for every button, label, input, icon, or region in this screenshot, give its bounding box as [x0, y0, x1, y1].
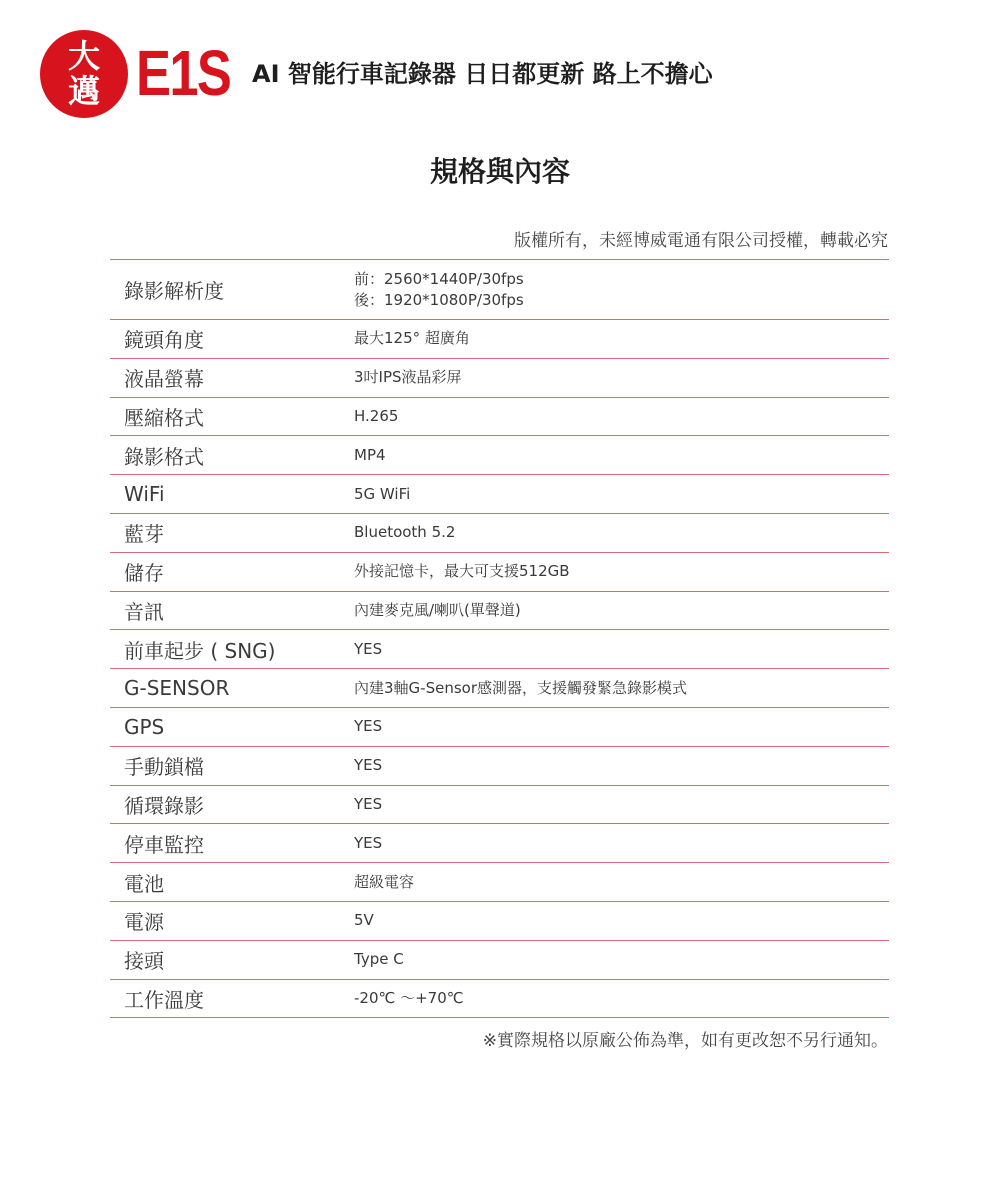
spec-value — [354, 406, 889, 427]
spec-value — [354, 949, 889, 970]
spec-row — [110, 553, 889, 592]
spec-value-line: 5G WiFi — [354, 484, 411, 503]
spec-value — [354, 678, 889, 699]
spec-value-line: 前：2560*1440P/30fps — [354, 269, 524, 288]
spec-value-line: YES — [354, 717, 383, 736]
spec-row — [110, 359, 889, 398]
spec-value — [354, 328, 889, 349]
spec-value-line: 超級電容 — [354, 872, 415, 891]
spec-row — [110, 786, 889, 825]
spec-row — [110, 475, 889, 514]
spec-label: 音訊 — [124, 599, 164, 624]
copyright-notice: 版權所有，未經博威電通有限公司授權，轉載必究 — [514, 231, 888, 251]
spec-value-line: 3吋IPS液晶彩屏 — [354, 368, 462, 387]
spec-value-line: YES — [354, 756, 383, 775]
spec-value-line: Type C — [354, 950, 404, 969]
slogan: AI 智能行車記錄器 日日都更新 路上不擔心 — [252, 60, 713, 88]
spec-row — [110, 260, 889, 320]
spec-label: 手動鎖檔 — [124, 755, 204, 780]
spec-value-line: 內建麥克風/喇叭(單聲道) — [354, 600, 521, 619]
spec-value-line: H.265 — [354, 406, 399, 425]
spec-label: 工作溫度 — [124, 987, 204, 1012]
spec-value — [354, 269, 889, 311]
spec-value-line: 5V — [354, 911, 374, 930]
spec-value — [354, 445, 889, 466]
spec-value — [354, 910, 889, 931]
spec-value-line: Bluetooth 5.2 — [354, 523, 456, 542]
spec-value — [354, 639, 889, 660]
spec-row — [110, 902, 889, 941]
spec-row — [110, 747, 889, 786]
spec-value — [354, 600, 889, 621]
spec-label: 壓縮格式 — [124, 405, 204, 430]
spec-row — [110, 514, 889, 553]
spec-label: WiFi — [124, 482, 165, 507]
spec-row — [110, 863, 889, 902]
spec-row — [110, 630, 889, 669]
spec-value-line: -20℃ ～+70℃ — [354, 988, 464, 1007]
spec-label: GPS — [124, 714, 165, 739]
spec-row — [110, 592, 889, 631]
spec-value — [354, 484, 889, 505]
spec-value — [354, 522, 889, 543]
spec-label: 錄影格式 — [124, 444, 204, 469]
spec-label: 接頭 — [124, 949, 164, 974]
spec-label: 液晶螢幕 — [124, 367, 204, 392]
spec-value — [354, 561, 889, 582]
spec-value-line: 最大125° 超廣角 — [354, 329, 470, 348]
model-name: E1S — [136, 37, 231, 109]
spec-label: 鏡頭角度 — [124, 328, 204, 353]
spec-value — [354, 833, 889, 854]
spec-row — [110, 708, 889, 747]
spec-value — [354, 755, 889, 776]
spec-label: G-SENSOR — [124, 676, 230, 701]
logo-char-top: 大 — [67, 37, 100, 75]
spec-value — [354, 794, 889, 815]
spec-row — [110, 398, 889, 437]
spec-value-line: YES — [354, 639, 383, 658]
spec-label: 停車監控 — [124, 832, 204, 857]
spec-table — [110, 259, 889, 1018]
spec-label: 循環錄影 — [124, 793, 204, 818]
logo-char-bottom: 邁 — [67, 72, 100, 110]
spec-row — [110, 824, 889, 863]
spec-value — [354, 872, 889, 893]
spec-value-line: YES — [354, 794, 383, 813]
brand-logo — [40, 30, 128, 118]
page-title: 規格與內容 — [429, 155, 570, 188]
spec-row — [110, 941, 889, 980]
spec-value — [354, 367, 889, 388]
footnote: ※實際規格以原廠公佈為準，如有更改恕不另行通知。 — [482, 1031, 888, 1051]
spec-label: 前車起步 ( SNG) — [124, 638, 276, 663]
spec-value-line: 外接記憶卡，最大可支援512GB — [354, 562, 570, 581]
spec-label: 電池 — [124, 871, 164, 896]
spec-label: 電源 — [124, 910, 164, 935]
spec-row — [110, 436, 889, 475]
spec-value-line: 內建3軸G-Sensor感測器，支援觸發緊急錄影模式 — [354, 678, 687, 697]
spec-value — [354, 988, 889, 1009]
spec-label: 藍芽 — [124, 522, 164, 547]
spec-label: 儲存 — [124, 561, 164, 586]
spec-row — [110, 669, 889, 708]
spec-label: 錄影解析度 — [124, 279, 224, 303]
spec-row — [110, 980, 889, 1019]
spec-value-line: MP4 — [354, 445, 386, 464]
spec-value — [354, 716, 889, 737]
spec-value-line: YES — [354, 833, 383, 852]
spec-value-line: 後：1920*1080P/30fps — [354, 290, 524, 309]
header — [0, 0, 1000, 120]
spec-row — [110, 320, 889, 359]
